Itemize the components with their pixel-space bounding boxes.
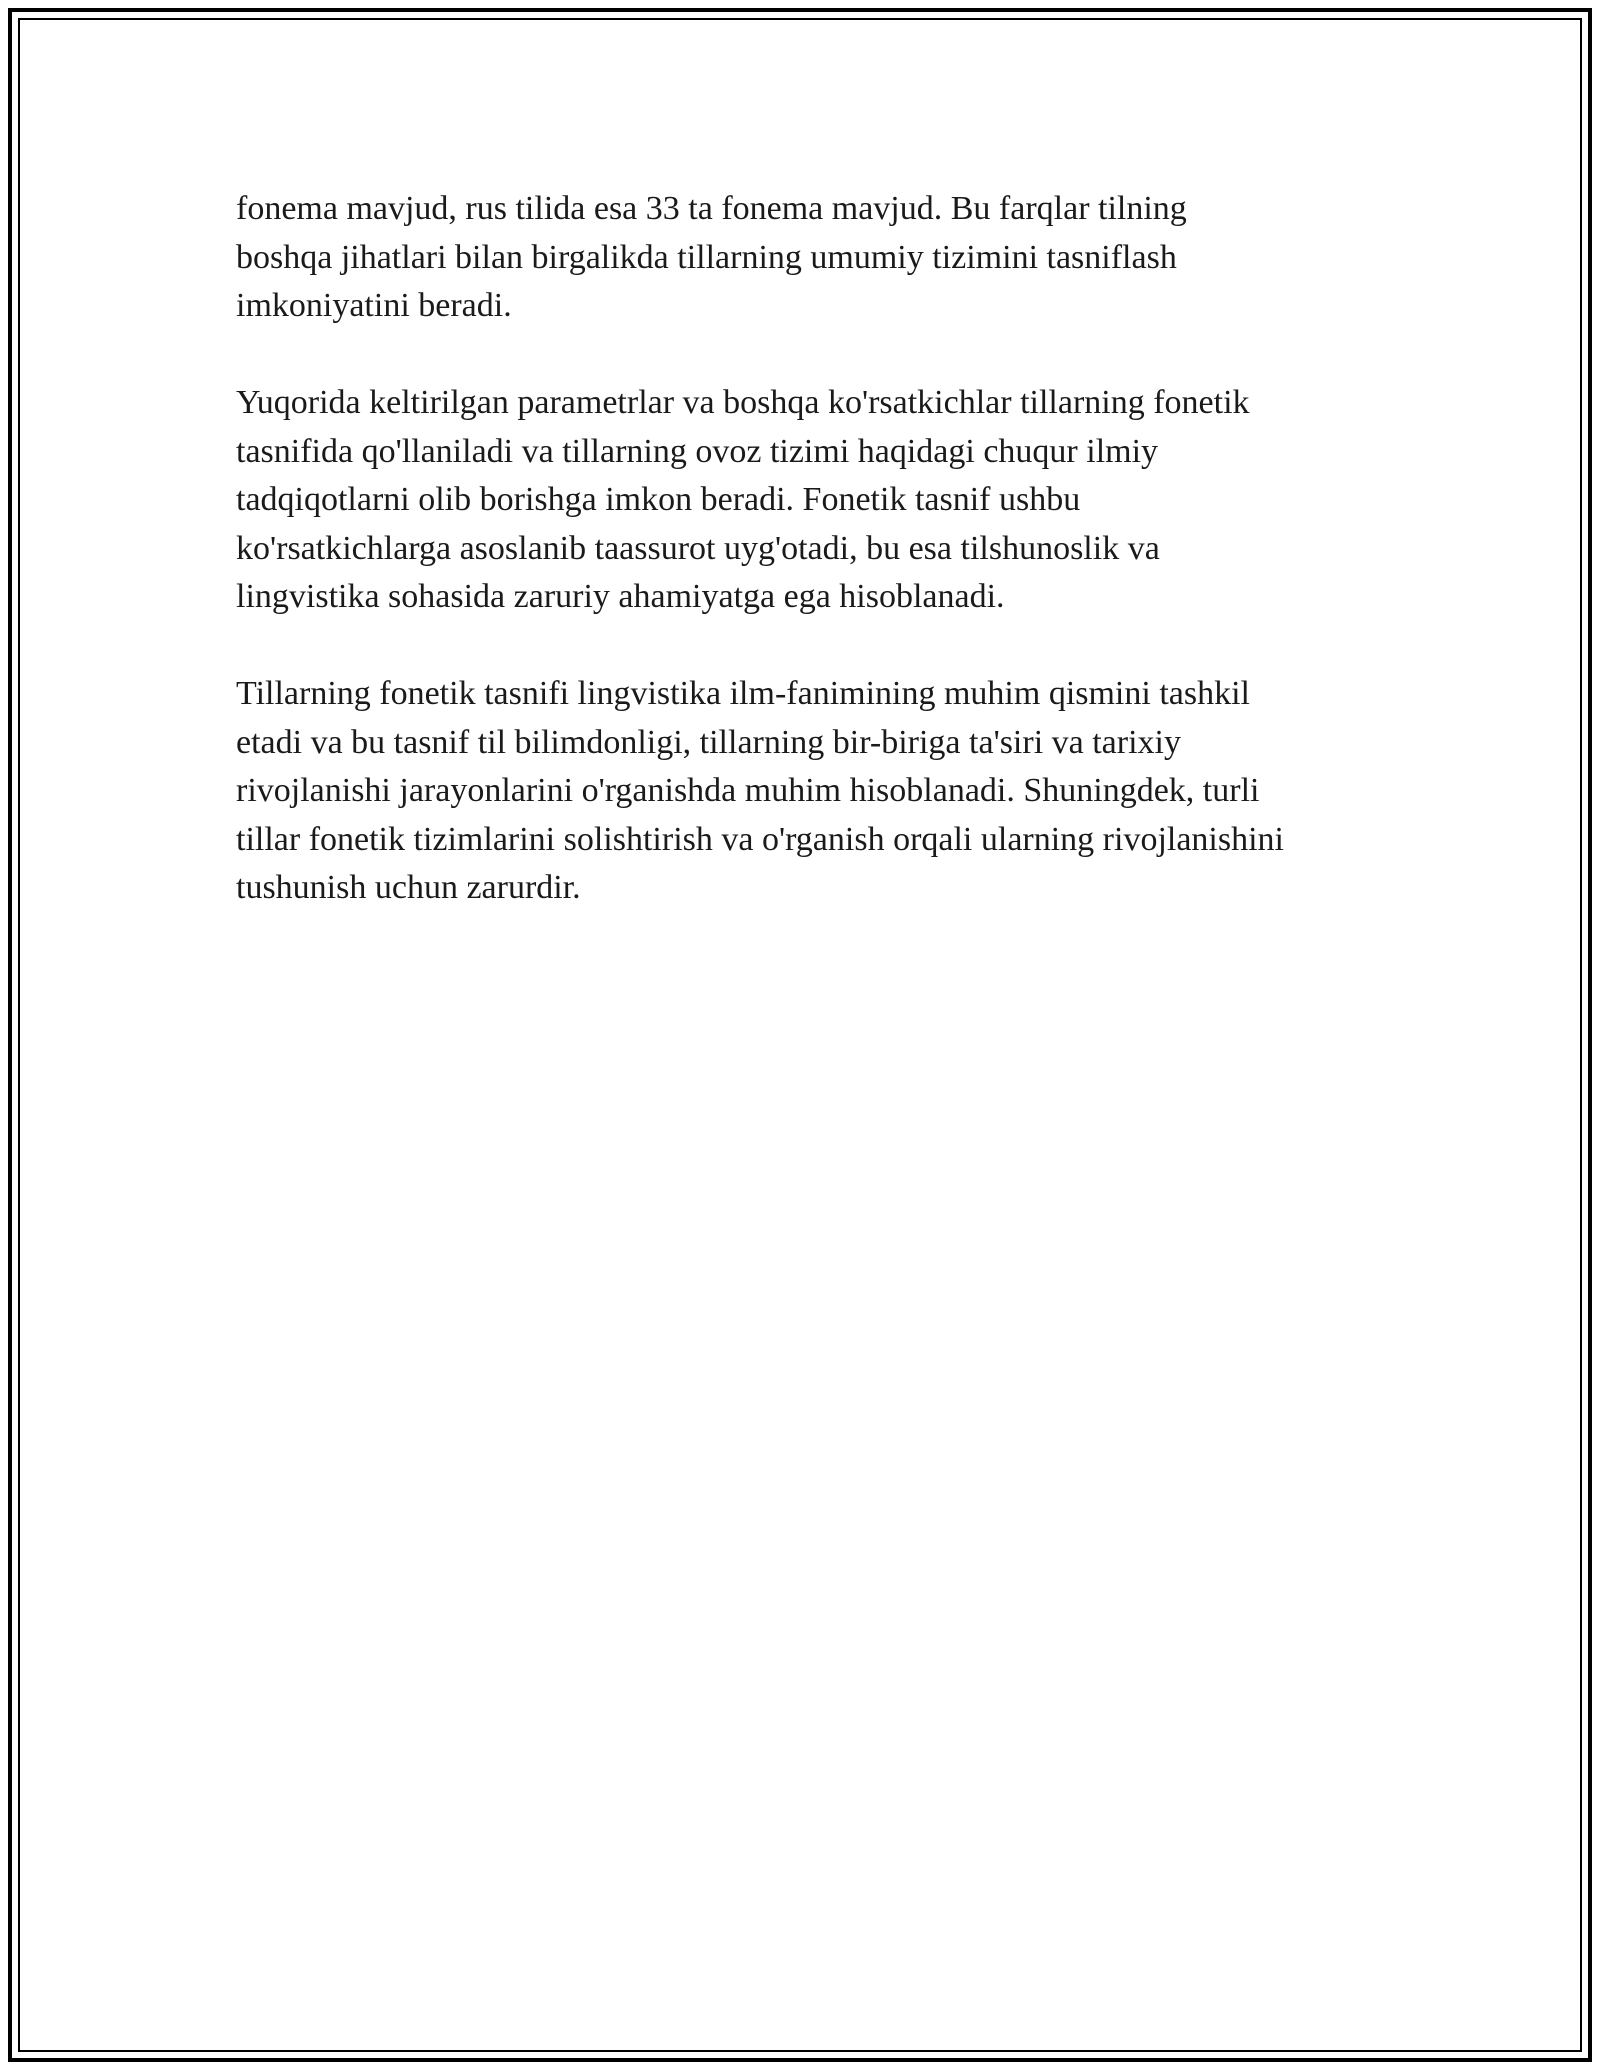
paragraph-3 [236,670,1396,913]
text-line: ko'rsatkichlarga asoslanib taassurot uyg'otadi, bu esa tilshunoslik va [236,529,1160,567]
paragraph-1 [236,185,1396,331]
text-line: Yuqorida keltirilgan parametrlar va boshqa ko'rsatkichlar tillarning fonetik [236,384,1250,421]
document-body [236,185,1396,961]
text-line: tushunish uchun zarurdir. [236,869,581,906]
text-line: imkoniyatini beradi. [236,287,512,324]
text-line: Tillarning fonetik tasnifi lingvistika ilm-fanimining muhim qismini tashkil [236,675,1250,712]
text-line: tillar fonetik tizimlarini solishtirish va o'rganish orqali ularning rivojlanishini [236,820,1285,858]
text-line: boshqa jihatlari bilan birgalikda tillarning umumiy tizimini tasniflash [236,238,1177,276]
text-line: tasnifida qo'llaniladi va tillarning ovoz tizimi haqidagi chuqur ilmiy [236,432,1159,470]
text-line: tadqiqotlarni olib borishga imkon beradi. Fonetik tasnif ushbu [236,481,1081,518]
text-line: rivojlanishi jarayonlarini o'rganishda muhim hisoblanadi. Shuningdek, turli [236,772,1260,809]
text-line: fonema mavjud, rus tilida esa 33 ta fonema mavjud. Bu farqlar tilning [236,190,1187,227]
paragraph-2 [236,379,1396,622]
text-line: etadi va bu tasnif til bilimdonligi, tillarning bir-biriga ta'siri va tarixiy [236,723,1181,761]
text-line: lingvistika sohasida zaruriy ahamiyatga ega hisoblanadi. [236,578,1005,615]
